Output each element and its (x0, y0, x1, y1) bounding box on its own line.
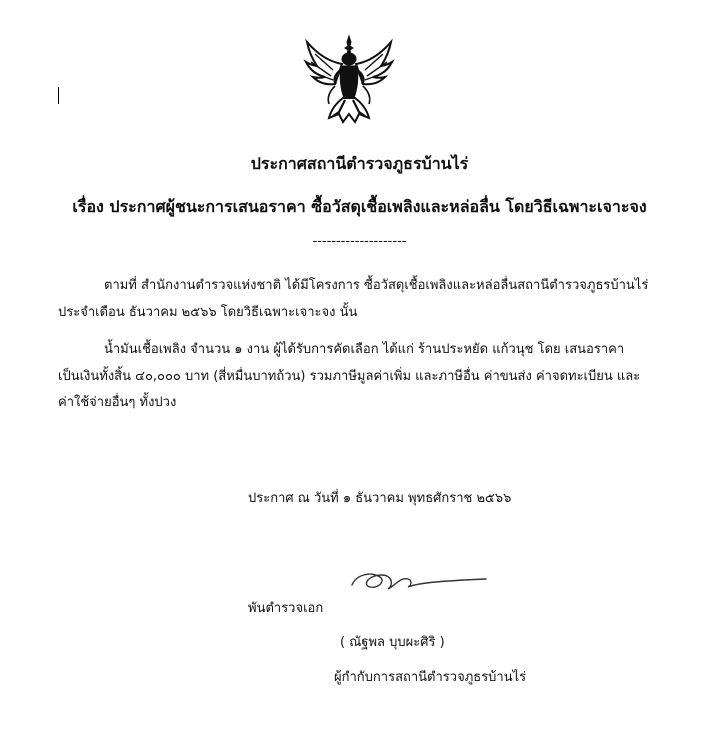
document-title: ประกาศสถานีตำรวจภูธรบ้านไร่ (250, 154, 469, 173)
handwritten-signature-icon (348, 567, 490, 595)
text-cursor (58, 87, 59, 104)
document-subject: เรื่อง ประกาศผู้ชนะการเสนอราคา ซื้อวัสดุเชื้อเพลิงและหล่อลื่น โดยวิธีเฉพาะเจาะจง (72, 197, 647, 216)
paragraph2-line1: น้ำมันเชื้อเพลิง จำนวน ๑ งาน ผู้ได้รับการคัดเลือก ได้แก่ ร้านประหยัด แก้วนุช โดย เสนอราคา (104, 342, 625, 357)
separator-line: -------------------- (312, 234, 407, 249)
garuda-emblem-icon (303, 34, 395, 126)
paragraph2-line2: เป็นเงินทั้งสิ้น ๔๐,๐๐๐ บาท (สี่หมื่นบาทถ้วน) รวมภาษีมูลค่าเพิ่ม และภาษีอื่น ค่าขนส่ง ค่าจดทะเบียน และ (58, 369, 641, 384)
signer-name: ( ณัฐพล บุบผะศิริ ) (340, 635, 445, 650)
paragraph2-line3: ค่าใช้จ่ายอื่นๆ ทั้งปวง (58, 395, 177, 410)
signer-rank: พันตำรวจเอก (248, 601, 324, 616)
paragraph1-line1: ตามที่ สำนักงานตำรวจแห่งชาติ ได้มีโครงการ ซื้อวัสดุเชื้อเพลิงและหล่อลื่นสถานีตำรวจภูธรบ้านไร่ (104, 278, 649, 293)
paragraph1-line2: ประจำเดือน ธันวาคม ๒๕๖๖ โดยวิธีเฉพาะเจาะจง นั้น (58, 305, 358, 320)
announce-date: ประกาศ ณ วันที่ ๑ ธันวาคม พุทธศักราช ๒๕๖๖ (248, 491, 512, 506)
signer-position: ผู้กำกับการสถานีตำรวจภูธรบ้านไร่ (334, 670, 527, 685)
